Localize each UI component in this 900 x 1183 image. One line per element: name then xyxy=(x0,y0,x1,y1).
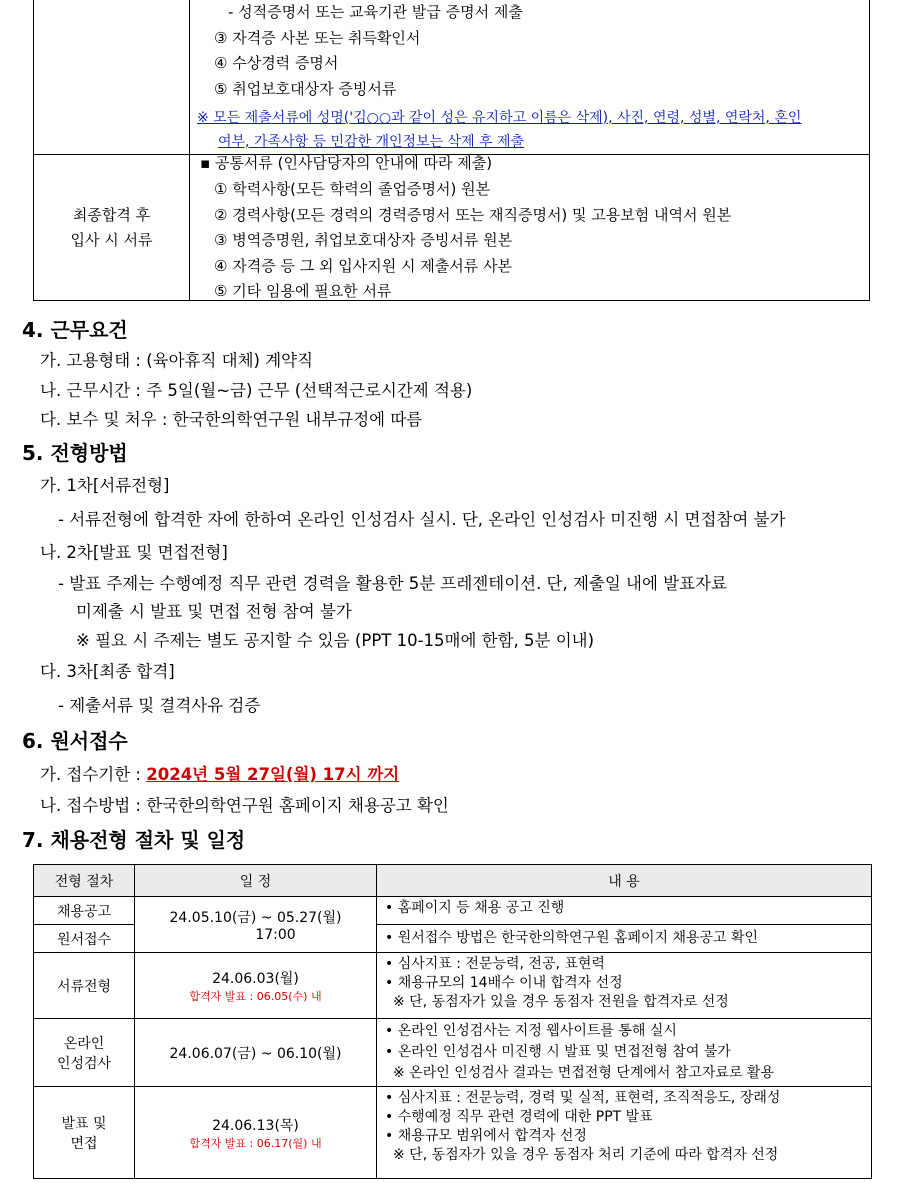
content-cell xyxy=(377,953,872,1019)
content-line: ※ 단, 동점자가 있을 경우 동점자 전원을 합격자로 선정 xyxy=(393,994,729,1010)
row2-line: ④ 자격증 등 그 외 입사지원 시 제출서류 사본 xyxy=(214,257,512,275)
content-line: • 채용규모의 14배수 이내 합격자 선정 xyxy=(385,975,623,991)
step-cell: 채용공고 xyxy=(34,897,135,925)
content-line: ※ 온라인 인성검사 결과는 면접전형 단계에서 참고자료로 활용 xyxy=(393,1065,774,1081)
date-text: 24.06.13(목) xyxy=(212,1117,299,1134)
row2-line: ⑤ 기타 임용에 필요한 서류 xyxy=(214,282,392,300)
section-6-title: 6. 원서접수 xyxy=(22,729,128,753)
table-row xyxy=(34,1019,872,1087)
row2-line: ③ 병역증명원, 취업보호대상자 증빙서류 원본 xyxy=(214,231,513,249)
result-date: 합격자 발표 : 06.17(월) 내 xyxy=(189,1136,322,1150)
date-cell xyxy=(135,1087,377,1179)
deadline-value: 2024년 5월 27일(월) 17시 까지 xyxy=(146,765,400,784)
step-cell: 원서접수 xyxy=(34,925,135,953)
step-text: 인성검사 xyxy=(56,1055,112,1072)
stage-1: 가. 1차[서류전형] xyxy=(40,476,170,495)
content-cell xyxy=(377,1019,872,1087)
section-4-item: 가. 고용형태 : (육아휴직 대체) 계약직 xyxy=(40,351,314,370)
header-step: 전형 절차 xyxy=(34,865,135,897)
deadline-label: 가. 접수기한 : xyxy=(40,765,141,784)
final-docs-label: 입사 시 서류 xyxy=(70,231,153,249)
step-cell: 서류전형 xyxy=(34,953,135,1019)
content-line: • 채용규모 범위에서 합격자 선정 xyxy=(385,1128,587,1144)
stage-3: 다. 3차[최종 합격] xyxy=(40,662,175,681)
privacy-note: ※ 모든 제출서류에 성명('김○○과 같이 성은 유지하고 이름은 삭제), 사진, 연령, 성별, 연락처, 혼인 xyxy=(197,110,802,126)
deadline-row xyxy=(40,761,399,785)
step-text: 온라인 xyxy=(63,1035,105,1052)
table-row xyxy=(34,953,872,1019)
row1-line: ⑤ 취업보호대상자 증빙서류 xyxy=(214,80,397,98)
content-cell xyxy=(377,925,872,953)
date-cell: 24.06.07(금) ~ 06.10(월) xyxy=(135,1019,377,1087)
schedule-table xyxy=(33,864,872,1179)
row2-line: ▪ 공통서류 (인사담당자의 안내에 따라 제출) xyxy=(200,154,493,172)
result-date: 합격자 발표 : 06.05(수) 내 xyxy=(189,989,322,1003)
section-4-item: 나. 근무시간 : 주 5일(월~금) 근무 (선택적근로시간제 적용) xyxy=(40,381,473,400)
stage-2-note: ※ 필요 시 주제는 별도 공지할 수 있음 (PPT 10-15매에 한함, 5분 이내) xyxy=(76,631,595,650)
privacy-note: 여부, 가족사항 등 민감한 개인정보는 삭제 후 제출 xyxy=(218,134,525,150)
section-4-title: 4. 근무요건 xyxy=(22,318,128,342)
documents-table xyxy=(33,0,870,301)
date-text: 24.05.10(금) ~ 05.27(월) xyxy=(169,909,342,926)
content-line: • 수행예정 직무 관련 경력에 대한 PPT 발표 xyxy=(385,1109,653,1125)
date-text: 17:00 xyxy=(255,926,296,943)
section-7-title: 7. 채용전형 절차 및 일정 xyxy=(22,828,246,852)
stage-2: 나. 2차[발표 및 면접전형] xyxy=(40,543,228,562)
step-cell xyxy=(34,1019,135,1087)
content-line: ※ 단, 동점자가 있을 경우 동점자 처리 기준에 따라 합격자 선정 xyxy=(393,1147,779,1163)
date-cell xyxy=(135,953,377,1019)
step-cell xyxy=(34,1087,135,1179)
final-docs-label: 최종합격 후 xyxy=(72,206,151,224)
row2-line: ① 학력사항(모든 학력의 졸업증명서) 원본 xyxy=(214,180,491,198)
table-header-row xyxy=(34,865,872,897)
section-4-item: 다. 보수 및 처우 : 한국한의학연구원 내부규정에 따름 xyxy=(40,410,423,429)
apply-method: 나. 접수방법 : 한국한의학연구원 홈페이지 채용공고 확인 xyxy=(40,796,449,815)
date-text: 24.06.03(월) xyxy=(212,970,299,987)
row2-line: ② 경력사항(모든 경력의 경력증명서 또는 재직증명서) 및 고용보험 내역서 원본 xyxy=(214,206,732,224)
content-line: • 심사지표 : 전문능력, 전공, 표현력 xyxy=(385,956,605,972)
stage-2-detail: 미제출 시 발표 및 면접 전형 참여 불가 xyxy=(76,602,352,621)
stage-2-detail: - 발표 주제는 수행예정 직무 관련 경력을 활용한 5분 프레젠테이션. 단, 제출일 내에 발표자료 xyxy=(58,574,727,593)
content-line: • 홈페이지 등 채용 공고 진행 xyxy=(385,900,565,916)
content-line: • 온라인 인성검사 미진행 시 발표 및 면접전형 참여 불가 xyxy=(385,1044,731,1060)
row1-line: ③ 자격증 사본 또는 취득확인서 xyxy=(214,29,421,47)
row1-line: ④ 수상경력 증명서 xyxy=(214,54,339,72)
date-cell xyxy=(135,897,377,953)
content-cell xyxy=(377,897,872,925)
header-date: 일 정 xyxy=(135,865,377,897)
content-line: • 원서접수 방법은 한국한의학연구원 홈페이지 채용공고 확인 xyxy=(385,930,759,946)
table-row xyxy=(34,897,872,925)
section-5-title: 5. 전형방법 xyxy=(22,441,128,465)
step-text: 면접 xyxy=(70,1135,98,1152)
header-content: 내 용 xyxy=(377,865,872,897)
content-line: • 온라인 인성검사는 지정 웹사이트를 통해 실시 xyxy=(385,1023,677,1039)
stage-1-detail: - 서류전형에 합격한 자에 한하여 온라인 인성검사 실시. 단, 온라인 인성검사 미진행 시 면접참여 불가 xyxy=(58,510,786,529)
step-text: 발표 및 xyxy=(61,1115,107,1132)
table-row xyxy=(34,1087,872,1179)
content-line: • 심사지표 : 전문능력, 경력 및 실적, 표현력, 조직적응도, 장래성 xyxy=(385,1090,781,1106)
content-cell xyxy=(377,1087,872,1179)
row1-line: - 성적증명서 또는 교육기관 발급 증명서 제출 xyxy=(228,3,523,21)
stage-3-detail: - 제출서류 및 결격사유 검증 xyxy=(58,696,261,715)
